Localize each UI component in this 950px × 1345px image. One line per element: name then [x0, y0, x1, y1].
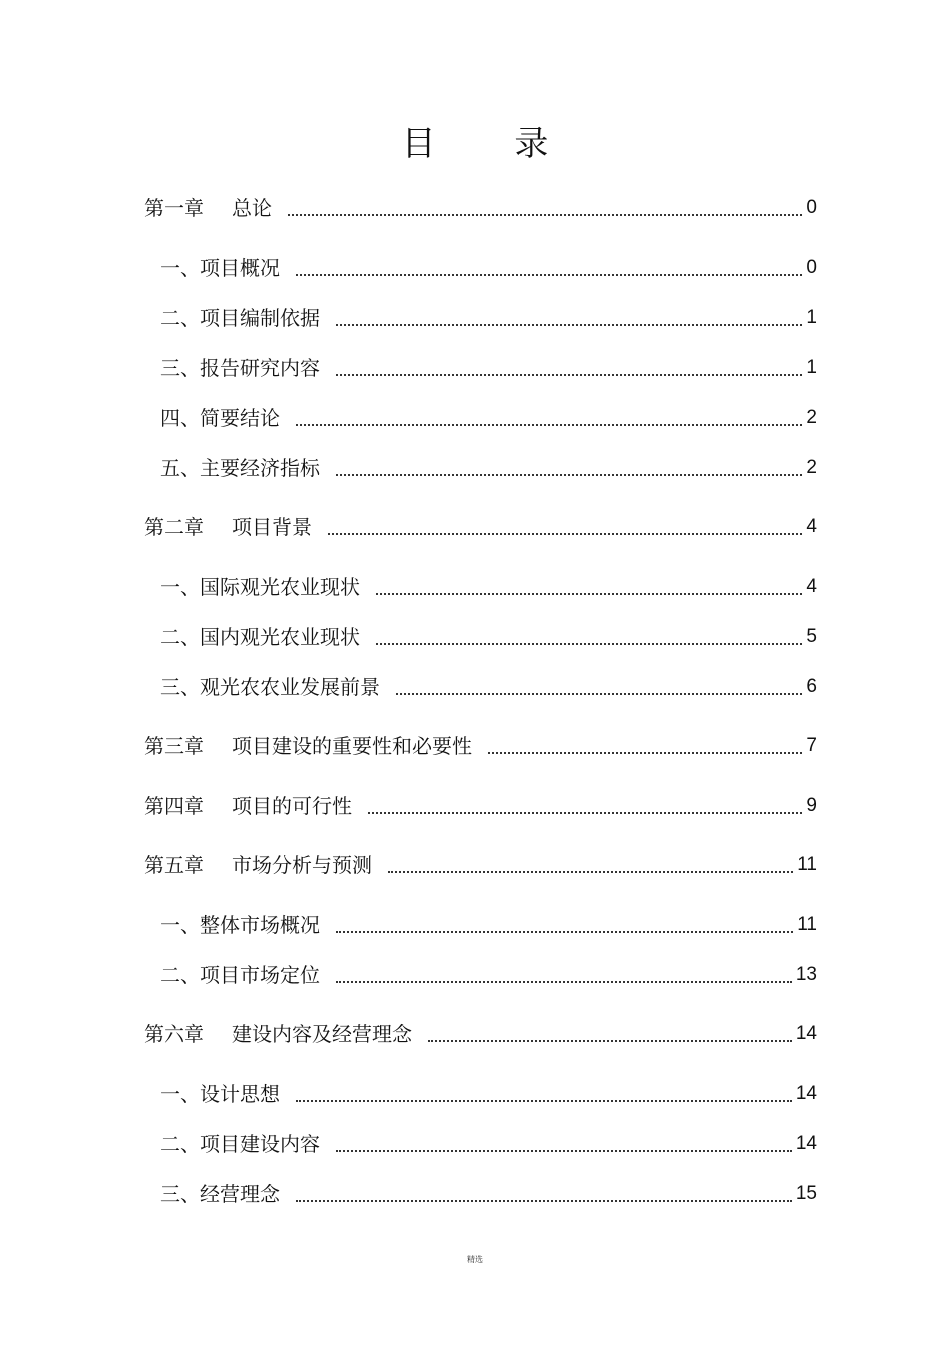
- toc-chapter-number: 第一章: [144, 196, 204, 220]
- toc-chapter-entry[interactable]: [144, 847, 817, 877]
- toc-entry-label: 项目背景: [232, 515, 312, 539]
- toc-page-number: 9: [806, 795, 817, 816]
- toc-page-number: 7: [806, 735, 817, 756]
- toc-chapter-entry[interactable]: [144, 728, 817, 758]
- toc-section-entry[interactable]: [160, 350, 817, 380]
- toc-chapter-number: 第六章: [144, 1022, 204, 1046]
- toc-chapter-number: 第二章: [144, 515, 204, 539]
- toc-page-number: 2: [806, 407, 817, 428]
- toc-section-entry[interactable]: [160, 300, 817, 330]
- toc-chapter-entry[interactable]: [144, 1016, 817, 1046]
- toc-section-entry[interactable]: [160, 907, 817, 937]
- toc-entry-label: 项目建设的重要性和必要性: [232, 734, 472, 758]
- toc-page-number: 1: [806, 307, 817, 328]
- toc-page-number: 0: [806, 257, 817, 278]
- toc-page-number: 1: [806, 357, 817, 378]
- toc-entry-label: 四、简要结论: [160, 406, 280, 430]
- toc-chapter-entry[interactable]: [144, 788, 817, 818]
- toc-section-entry[interactable]: [160, 569, 817, 599]
- toc-entry-label: 二、项目建设内容: [160, 1132, 320, 1156]
- toc-page-number: 0: [806, 197, 817, 218]
- toc-section-entry[interactable]: [160, 619, 817, 649]
- toc-section-entry[interactable]: [160, 1126, 817, 1156]
- toc-entry-label: 建设内容及经营理念: [232, 1022, 412, 1046]
- toc-chapter-entry[interactable]: [144, 190, 817, 220]
- toc-entry-label: 一、项目概况: [160, 256, 280, 280]
- toc-dot-leader: [336, 981, 792, 983]
- toc-dot-leader: [288, 214, 802, 216]
- toc-section-entry[interactable]: [160, 250, 817, 280]
- toc-entry-label: 市场分析与预测: [232, 853, 372, 877]
- toc-entry-label: 一、整体市场概况: [160, 913, 320, 937]
- toc-entry-label: 二、项目编制依据: [160, 306, 320, 330]
- toc-page-number: 5: [806, 626, 817, 647]
- toc-section-entry[interactable]: [160, 450, 817, 480]
- toc-chapter-number: 第四章: [144, 794, 204, 818]
- toc-page-number: 4: [806, 516, 817, 537]
- toc-dot-leader: [376, 643, 802, 645]
- toc-dot-leader: [336, 324, 802, 326]
- toc-chapter-number: 第三章: [144, 734, 204, 758]
- toc-section-entry[interactable]: [160, 400, 817, 430]
- toc-page-number: 6: [806, 676, 817, 697]
- toc-page-number: 14: [795, 1023, 817, 1044]
- toc-section-entry[interactable]: [160, 957, 817, 987]
- toc-page-number: 15: [795, 1183, 817, 1204]
- toc-dot-leader: [296, 1200, 792, 1202]
- toc-dot-leader: [488, 752, 802, 754]
- toc-dot-leader: [368, 812, 802, 814]
- toc-dot-leader: [388, 871, 793, 873]
- toc-page-number: 11: [797, 914, 817, 935]
- toc-dot-leader: [328, 533, 802, 535]
- toc-page-number: 11: [797, 854, 817, 875]
- toc-entry-label: 二、国内观光农业现状: [160, 625, 360, 649]
- toc-page-number: 14: [795, 1133, 817, 1154]
- toc-dot-leader: [336, 374, 802, 376]
- toc-entry-label: 三、报告研究内容: [160, 356, 320, 380]
- toc-dot-leader: [428, 1040, 792, 1042]
- toc-entry-label: 五、主要经济指标: [160, 456, 320, 480]
- toc-dot-leader: [376, 593, 802, 595]
- toc-chapter-number: 第五章: [144, 853, 204, 877]
- toc-page-number: 14: [795, 1083, 817, 1104]
- toc-chapter-entry[interactable]: [144, 509, 817, 539]
- toc-page-number: 2: [806, 457, 817, 478]
- page-title: 目 录: [401, 124, 583, 164]
- toc-entry-label: 一、设计思想: [160, 1082, 280, 1106]
- toc-entry-label: 二、项目市场定位: [160, 963, 320, 987]
- toc-dot-leader: [336, 474, 802, 476]
- toc-page-number: 4: [806, 576, 817, 597]
- toc-section-entry[interactable]: [160, 1076, 817, 1106]
- toc-entry-label: 一、国际观光农业现状: [160, 575, 360, 599]
- toc-entry-label: 三、观光农农业发展前景: [160, 675, 380, 699]
- toc-section-entry[interactable]: [160, 669, 817, 699]
- toc-entry-label: 项目的可行性: [232, 794, 352, 818]
- toc-entry-label: 总论: [232, 196, 272, 220]
- toc-dot-leader: [296, 424, 802, 426]
- toc-dot-leader: [396, 693, 802, 695]
- toc-dot-leader: [296, 274, 802, 276]
- toc-page-number: 13: [795, 964, 817, 985]
- toc-entry-label: 三、经营理念: [160, 1182, 280, 1206]
- toc-dot-leader: [336, 1150, 792, 1152]
- toc-dot-leader: [336, 931, 793, 933]
- toc-dot-leader: [296, 1100, 792, 1102]
- toc-section-entry[interactable]: [160, 1176, 817, 1206]
- page-footer: 精选: [467, 1255, 483, 1264]
